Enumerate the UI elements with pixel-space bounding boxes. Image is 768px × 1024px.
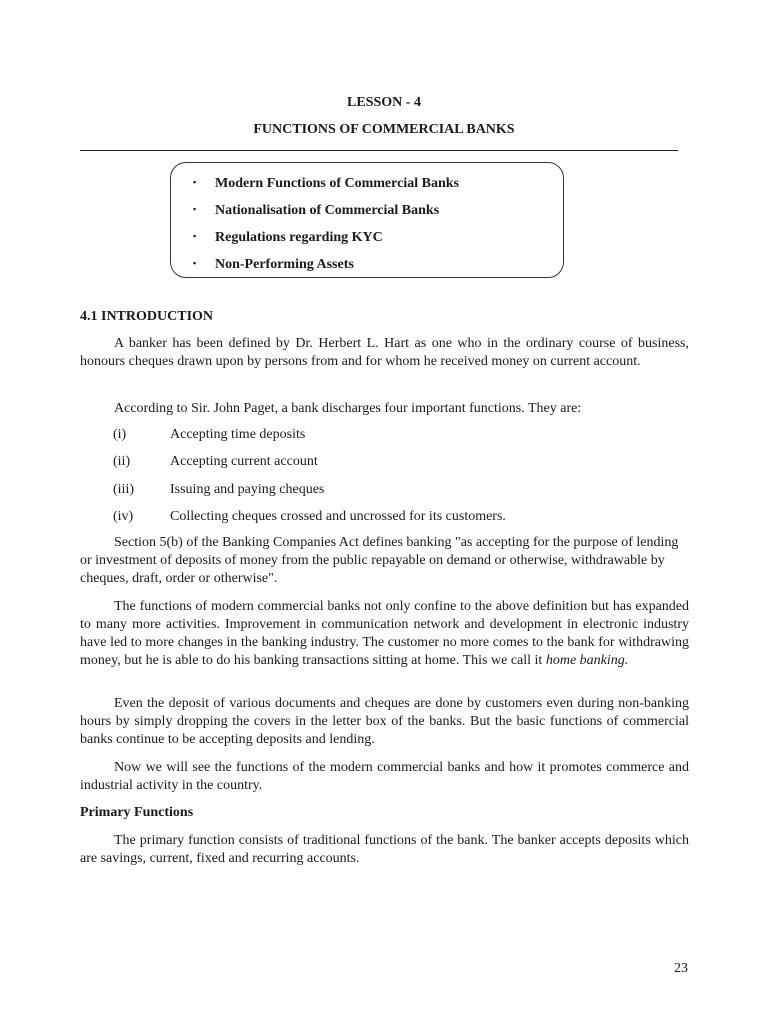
function-number: (i) (113, 427, 127, 442)
bullet-icon: ▪ (193, 258, 197, 268)
function-text: Issuing and paying cheques (170, 482, 325, 497)
outline-item: ▪ Nationalisation of Commercial Banks (193, 200, 459, 227)
paragraph-primary-functions: The primary function consists of traditional functions of the bank. The banker accepts deposits which are savings, current, fixed and recurring accounts. (80, 833, 689, 866)
bullet-icon: ▪ (193, 177, 197, 187)
paragraph-paget-intro: According to Sir. John Paget, a bank discharges four important functions. They are: (114, 401, 582, 416)
paragraph-promotion: Now we will see the functions of the modern commercial banks and how it promotes commerce and industrial activity in the country. (80, 760, 689, 793)
page-title: FUNCTIONS OF COMMERCIAL BANKS (253, 122, 515, 137)
function-text: Collecting cheques crossed and uncrossed for its customers. (170, 509, 506, 524)
paragraph-definition-hart: A banker has been defined by Dr. Herbert L. Hart as one who in the ordinary course of business, honours cheques drawn upon by persons from and for whom he received money on current account. (80, 336, 689, 369)
outline-box (170, 162, 564, 278)
function-number: (iv) (113, 509, 134, 524)
outline-item: ▪ Modern Functions of Commercial Banks (193, 173, 459, 200)
title-rule (80, 150, 678, 151)
function-text: Accepting current account (170, 454, 318, 469)
outline-item: ▪ Regulations regarding KYC (193, 227, 459, 254)
paragraph-modern-functions: The functions of modern commercial banks not only confine to the above definition but has expanded to many more activities. Improvement in communication network and development in electronic industry have led to more changes in the banking industry. The customer no more comes to the bank for withdrawing money, but he is able to do his banking transactions sitting at home. This we call it home banking. (80, 599, 689, 668)
bullet-icon: ▪ (193, 231, 197, 241)
outline-list (193, 173, 459, 281)
subheading-primary-functions: Primary Functions (80, 805, 194, 820)
function-number: (iii) (113, 482, 134, 497)
section-heading: 4.1 INTRODUCTION (80, 309, 214, 324)
paragraph-deposits: Even the deposit of various documents and cheques are done by customers even during non-banking hours by simply dropping the covers in the letter box of the banks. But the basic functions of commercial banks continue to be accepting deposits and lending. (80, 696, 689, 747)
outline-item: ▪ Non-Performing Assets (193, 254, 459, 281)
function-text: Accepting time deposits (170, 427, 306, 442)
bullet-icon: ▪ (193, 204, 197, 214)
page-number: 23 (674, 961, 688, 976)
lesson-number: LESSON - 4 (347, 95, 421, 110)
paragraph-banking-act: Section 5(b) of the Banking Companies Act defines banking "as accepting for the purpose of lending or investment of deposits of money from the public repayable on demand or otherwise, withdrawable by cheques, draft, order or otherwise". (80, 535, 679, 586)
home-banking-term: home banking. (545, 653, 629, 668)
function-number: (ii) (113, 454, 131, 469)
